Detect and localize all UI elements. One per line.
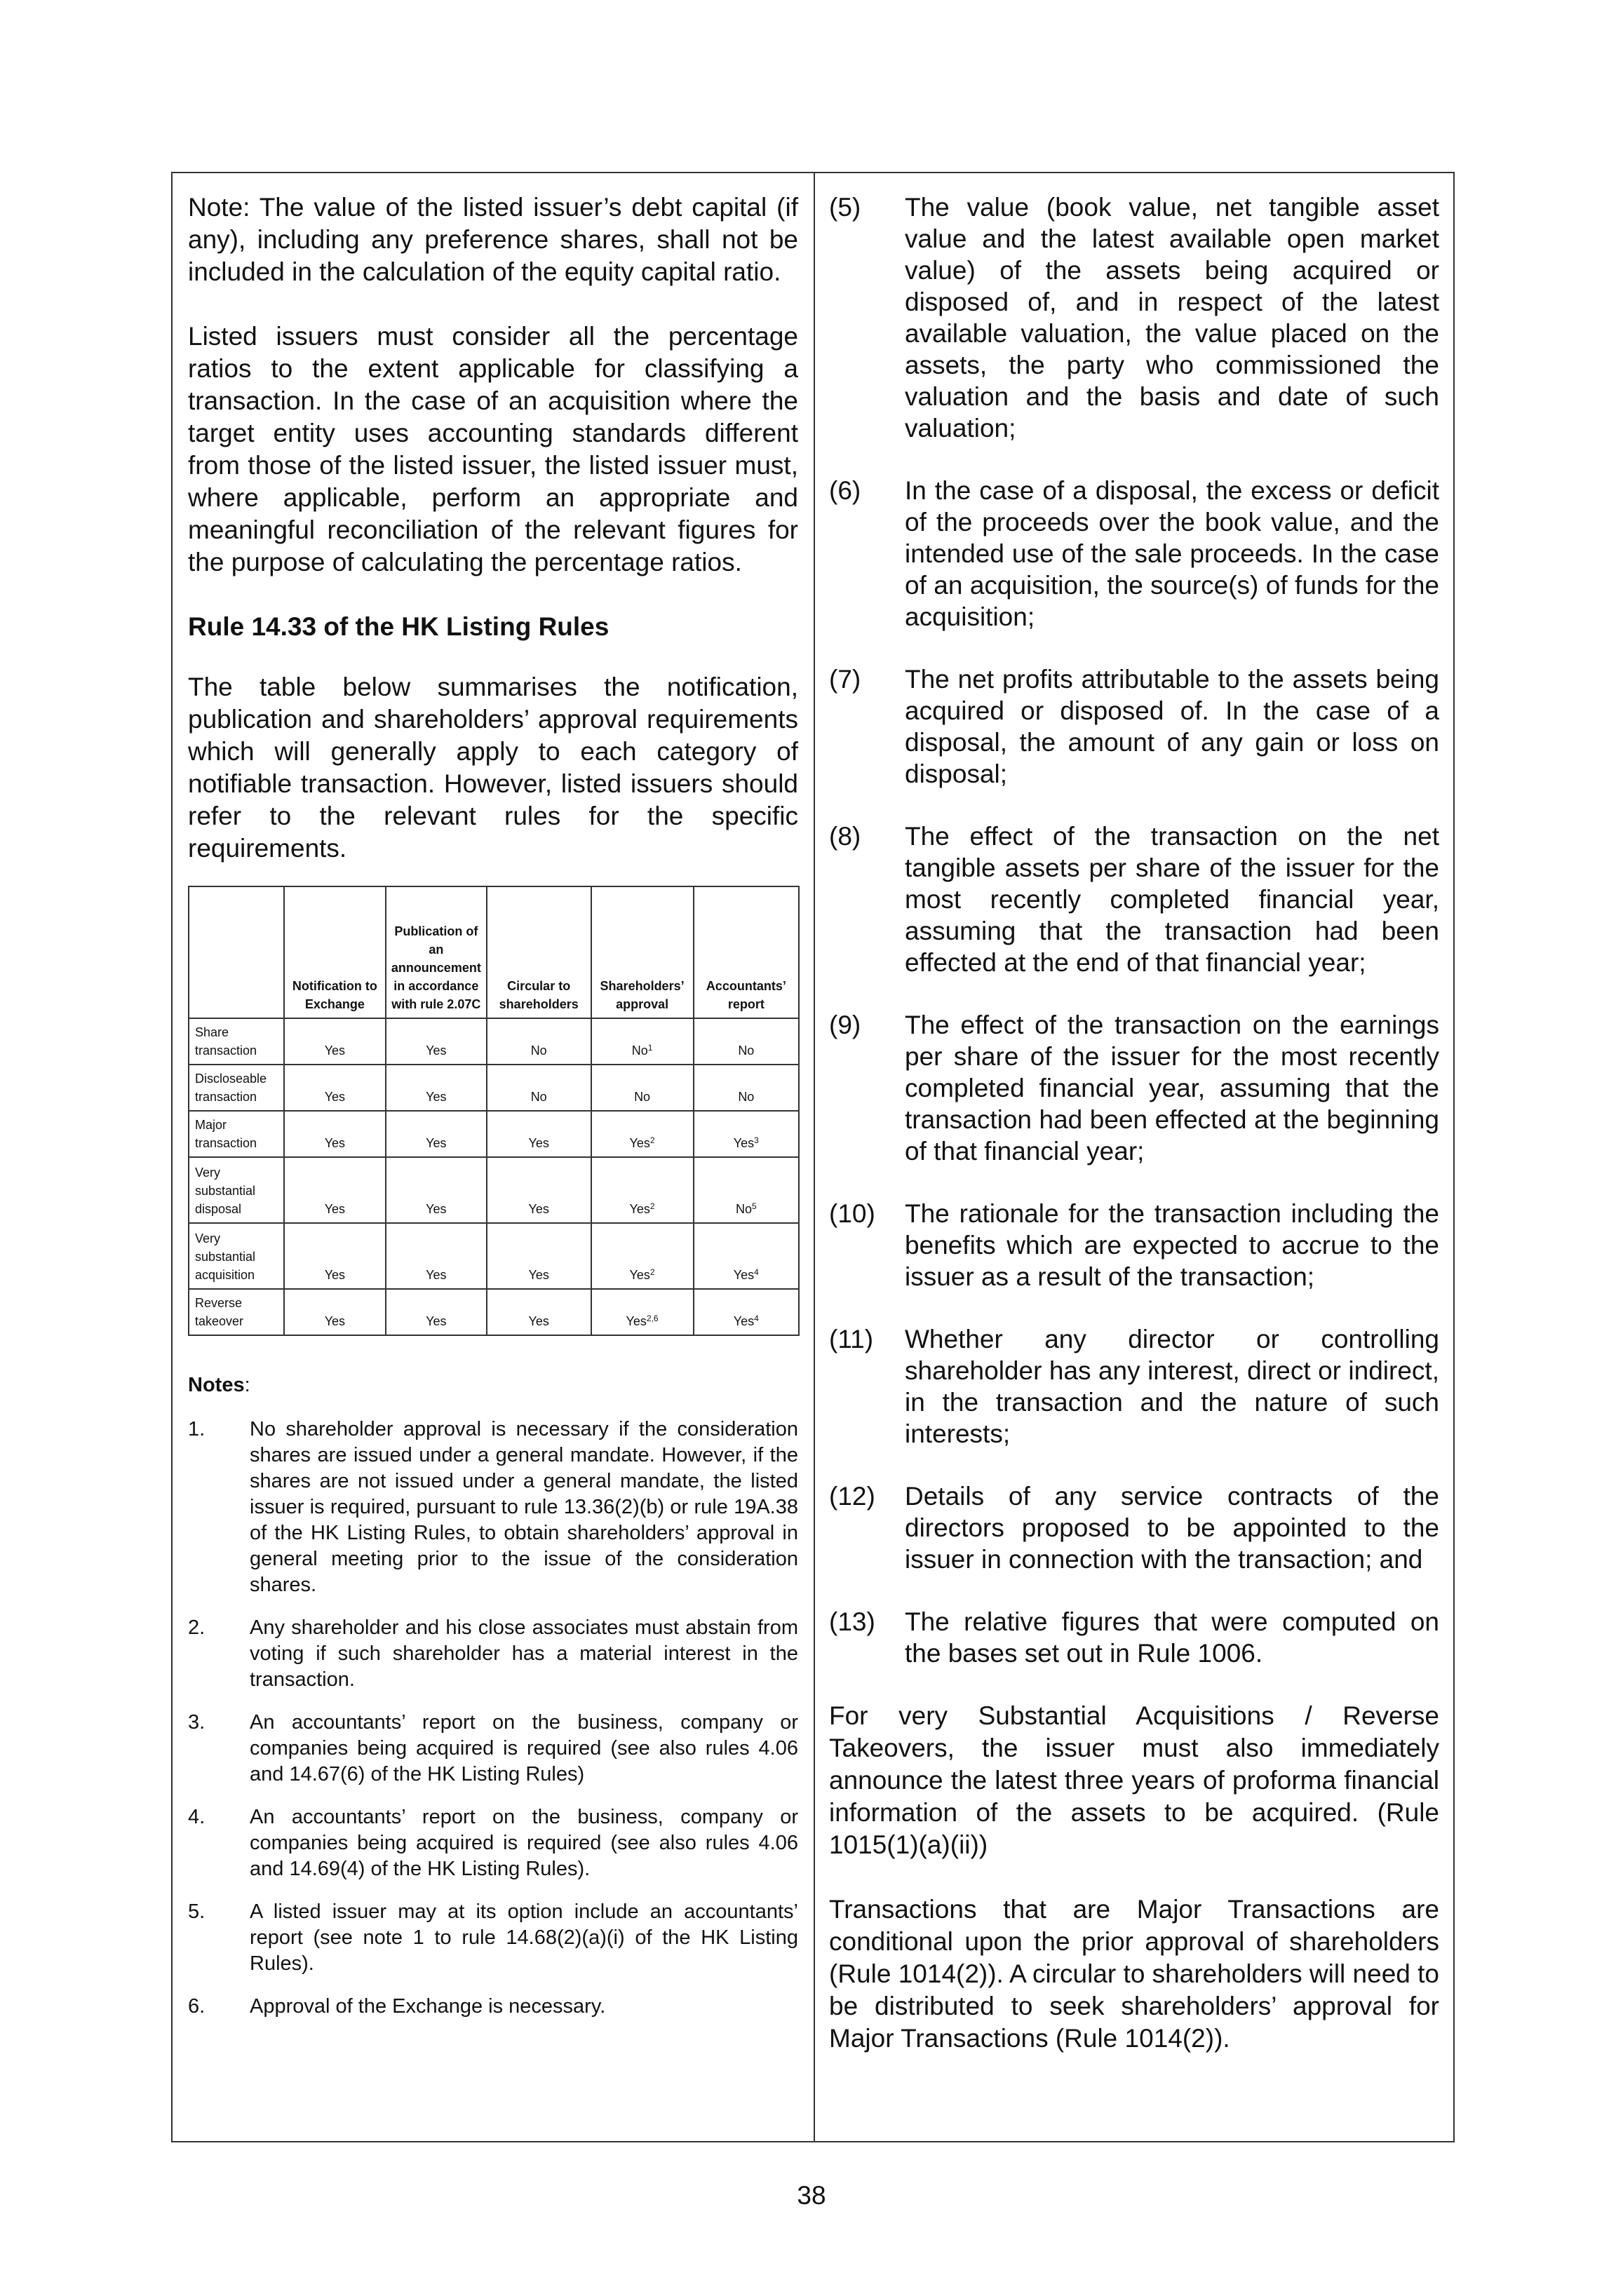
table-cell: Yes: [487, 1289, 591, 1335]
table-cell: Yes$^2$: [591, 1111, 694, 1157]
row-label: Very substantial disposal: [189, 1157, 284, 1223]
item-number: (5): [829, 193, 861, 222]
table-cell: Yes: [386, 1111, 487, 1157]
requirements-table: [188, 886, 800, 1336]
table-header-row: [189, 886, 799, 1018]
table-cell: No: [591, 1065, 694, 1111]
table-cell: Yes$^2$: [591, 1223, 694, 1289]
table-header-cell: Circular to shareholders: [487, 886, 591, 1018]
note-number: 2.: [188, 1616, 206, 1639]
table-header-cell: [189, 886, 284, 1018]
row-label: Share transaction: [189, 1018, 284, 1065]
list-item: [829, 475, 1439, 633]
item-text: The relative figures that were computed on the bases set out in Rule 1006.: [905, 1607, 1439, 1668]
item-number: (13): [829, 1607, 875, 1636]
item-number: (9): [829, 1011, 861, 1039]
item-text: The value (book value, net tangible asset value and the latest available open market value) of the assets being acquired or disposed of, and in respect of the latest available valuation, the value placed on the assets, the party who commissioned the valuation and the basis and date of such valuation;: [905, 193, 1439, 443]
table-header-cell: Accountants’ report: [694, 886, 799, 1018]
note-text: A listed issuer may at its option include an accountants’ report (see note 1 to rule 14.68(2)(a)(i) of the HK Listing Rules).: [250, 1900, 798, 1975]
table-cell: Yes: [386, 1157, 487, 1223]
note-item: [188, 1899, 798, 1977]
table-cell: No$^5$: [694, 1157, 799, 1223]
row-label: Major transaction: [189, 1111, 284, 1157]
table-cell: Yes: [487, 1111, 591, 1157]
item-text: Details of any service contracts of the directors proposed to be appointed to the issuer in connection with the transaction; and: [905, 1482, 1439, 1574]
table-row: [189, 1157, 799, 1223]
content-frame: [171, 172, 1455, 2142]
table-cell: Yes: [284, 1111, 386, 1157]
table-row: [189, 1223, 799, 1289]
row-label: Very substantial acquisition: [189, 1223, 284, 1289]
list-item: [829, 663, 1439, 790]
item-text: The effect of the transaction on the earnings per share of the issuer for the most recently completed financial year, assuming that the transaction had been effected at the beginning of that financial year;: [905, 1011, 1439, 1166]
table-row: [189, 1065, 799, 1111]
item-number: (7): [829, 665, 861, 694]
table-cell: Yes$^4$: [694, 1289, 799, 1335]
table-cell: Yes$^4$: [694, 1223, 799, 1289]
table-cell: Yes: [284, 1065, 386, 1111]
table-cell: Yes: [386, 1289, 487, 1335]
note-number: 3.: [188, 1711, 206, 1734]
left-column: [188, 191, 798, 2037]
item-number: (12): [829, 1482, 875, 1511]
table-cell: No: [487, 1065, 591, 1111]
note-item: [188, 1615, 798, 1693]
item-number: (11): [829, 1325, 874, 1353]
note-text: No shareholder approval is necessary if the consideration shares are issued under a general mandate. However, if the shares are not issued under a general mandate, the listed issuer is required, pursuant to rule 13.36(2)(b) or rule 19A.38 of the HK Listing Rules, to obtain shareholders’ approval in general meeting prior to the issue of the consideration shares.: [250, 1418, 798, 1596]
table-header-cell: Notification to Exchange: [284, 886, 386, 1018]
note-number: 4.: [188, 1806, 206, 1828]
table-row: [189, 1111, 799, 1157]
table-header-cell: Shareholders’ approval: [591, 886, 694, 1018]
table-cell: Yes$^3$: [694, 1111, 799, 1157]
table-cell: Yes: [386, 1065, 487, 1111]
note-number: 1.: [188, 1418, 206, 1440]
table-cell: Yes: [284, 1018, 386, 1065]
note-number: 5.: [188, 1900, 206, 1923]
list-item: [829, 191, 1439, 444]
note-text: Any shareholder and his close associates must abstain from voting if such shareholder has a material interest in the transaction.: [250, 1616, 798, 1691]
table-cell: Yes$^2$: [591, 1157, 694, 1223]
table-cell: No: [694, 1018, 799, 1065]
item-text: Whether any director or controlling shareholder has any interest, direct or indirect, in the transaction and the nature of such interests;: [905, 1325, 1439, 1448]
list-item: [829, 1323, 1439, 1450]
table-cell: Yes: [487, 1157, 591, 1223]
table-cell: Yes: [487, 1223, 591, 1289]
item-number: (8): [829, 822, 861, 851]
list-item: [829, 1480, 1439, 1575]
note-text: An accountants’ report on the business, company or companies being acquired is required (see also rules 4.06 and 14.69(4) of the HK Listing Rules).: [250, 1806, 798, 1880]
table-cell: Yes: [386, 1223, 487, 1289]
table-cell: Yes: [386, 1018, 487, 1065]
item-text: The rationale for the transaction including the benefits which are expected to accrue to the issuer as a result of the transaction;: [905, 1199, 1439, 1291]
table-cell: No: [487, 1018, 591, 1065]
notes-title: Notes:: [188, 1374, 250, 1396]
note-text: Approval of the Exchange is necessary.: [250, 1995, 606, 2018]
right-column: [829, 191, 1439, 2055]
table-row: [189, 1289, 799, 1335]
row-label: Discloseable transaction: [189, 1065, 284, 1111]
table-row: [189, 1018, 799, 1065]
note-item: [188, 1804, 798, 1882]
list-item: [829, 821, 1439, 978]
note-text: An accountants’ report on the business, company or companies being acquired is required (see also rules 4.06 and 14.67(6) of the HK Listing Rules): [250, 1711, 798, 1785]
major-transactions-paragraph: Transactions that are Major Transactions are conditional upon the prior approval of shareholders (Rule 1014(2)). A circular to shareholders will need to be distributed to seek shareholders’ approval for Major Transactions (Rule 1014(2)).: [829, 1895, 1439, 2053]
page-number: 38: [797, 2181, 826, 2210]
table-cell: Yes: [284, 1157, 386, 1223]
equity-capital-note: Note: The value of the listed issuer’s debt capital (if any), including any preference shares, shall not be included in the calculation of the equity capital ratio.: [188, 193, 798, 286]
proforma-paragraph: For very Substantial Acquisitions / Reverse Takeovers, the issuer must also immediately announce the latest three years of proforma financial information of the assets to be acquired. (Rule 1015(1)(a)(ii)): [829, 1701, 1439, 1859]
note-number: 6.: [188, 1995, 206, 2018]
item-number: (6): [829, 476, 861, 505]
item-text: The net profits attributable to the assets being acquired or disposed of. In the case of a disposal, the amount of any gain or loss on disposal;: [905, 665, 1439, 788]
list-item: [829, 1009, 1439, 1167]
column-divider: [814, 173, 815, 2141]
note-item: [188, 1710, 798, 1788]
note-item: [188, 1994, 798, 2020]
table-cell: Yes$^{2,6}$: [591, 1289, 694, 1335]
item-text: In the case of a disposal, the excess or deficit of the proceeds over the book value, and the intended use of the sale proceeds. In the case of an acquisition, the source(s) of funds for the acquisition;: [905, 476, 1439, 631]
item-number: (10): [829, 1199, 875, 1228]
table-cell: No$^1$: [591, 1018, 694, 1065]
list-item: [829, 1198, 1439, 1292]
row-label: Reverse takeover: [189, 1289, 284, 1335]
item-text: The effect of the transaction on the net tangible assets per share of the issuer for the most recently completed financial year, assuming that the transaction had been effected at the end of that financial year;: [905, 822, 1439, 977]
rule-heading: Rule 14.33 of the HK Listing Rules: [188, 612, 610, 641]
table-cell: Yes: [284, 1289, 386, 1335]
note-item: [188, 1417, 798, 1598]
table-cell: No: [694, 1065, 799, 1111]
table-cell: Yes: [284, 1223, 386, 1289]
table-header-cell: Publication of an announcement in accordance with rule 2.07C: [386, 886, 487, 1018]
percentage-ratios-paragraph: Listed issuers must consider all the percentage ratios to the extent applicable for classifying a transaction. In the case of an acquisition where the target entity uses accounting standards different from those of the listed issuer, the listed issuer must, where applicable, perform an appropriate and meaningful reconciliation of the relevant figures for the purpose of calculating the percentage ratios.: [188, 322, 798, 576]
list-item: [829, 1606, 1439, 1669]
table-intro-paragraph: The table below summarises the notification, publication and shareholders’ approval requirements which will generally apply to each category of notifiable transaction. However, listed issuers should refer to the relevant rules for the specific requirements.: [188, 673, 798, 863]
